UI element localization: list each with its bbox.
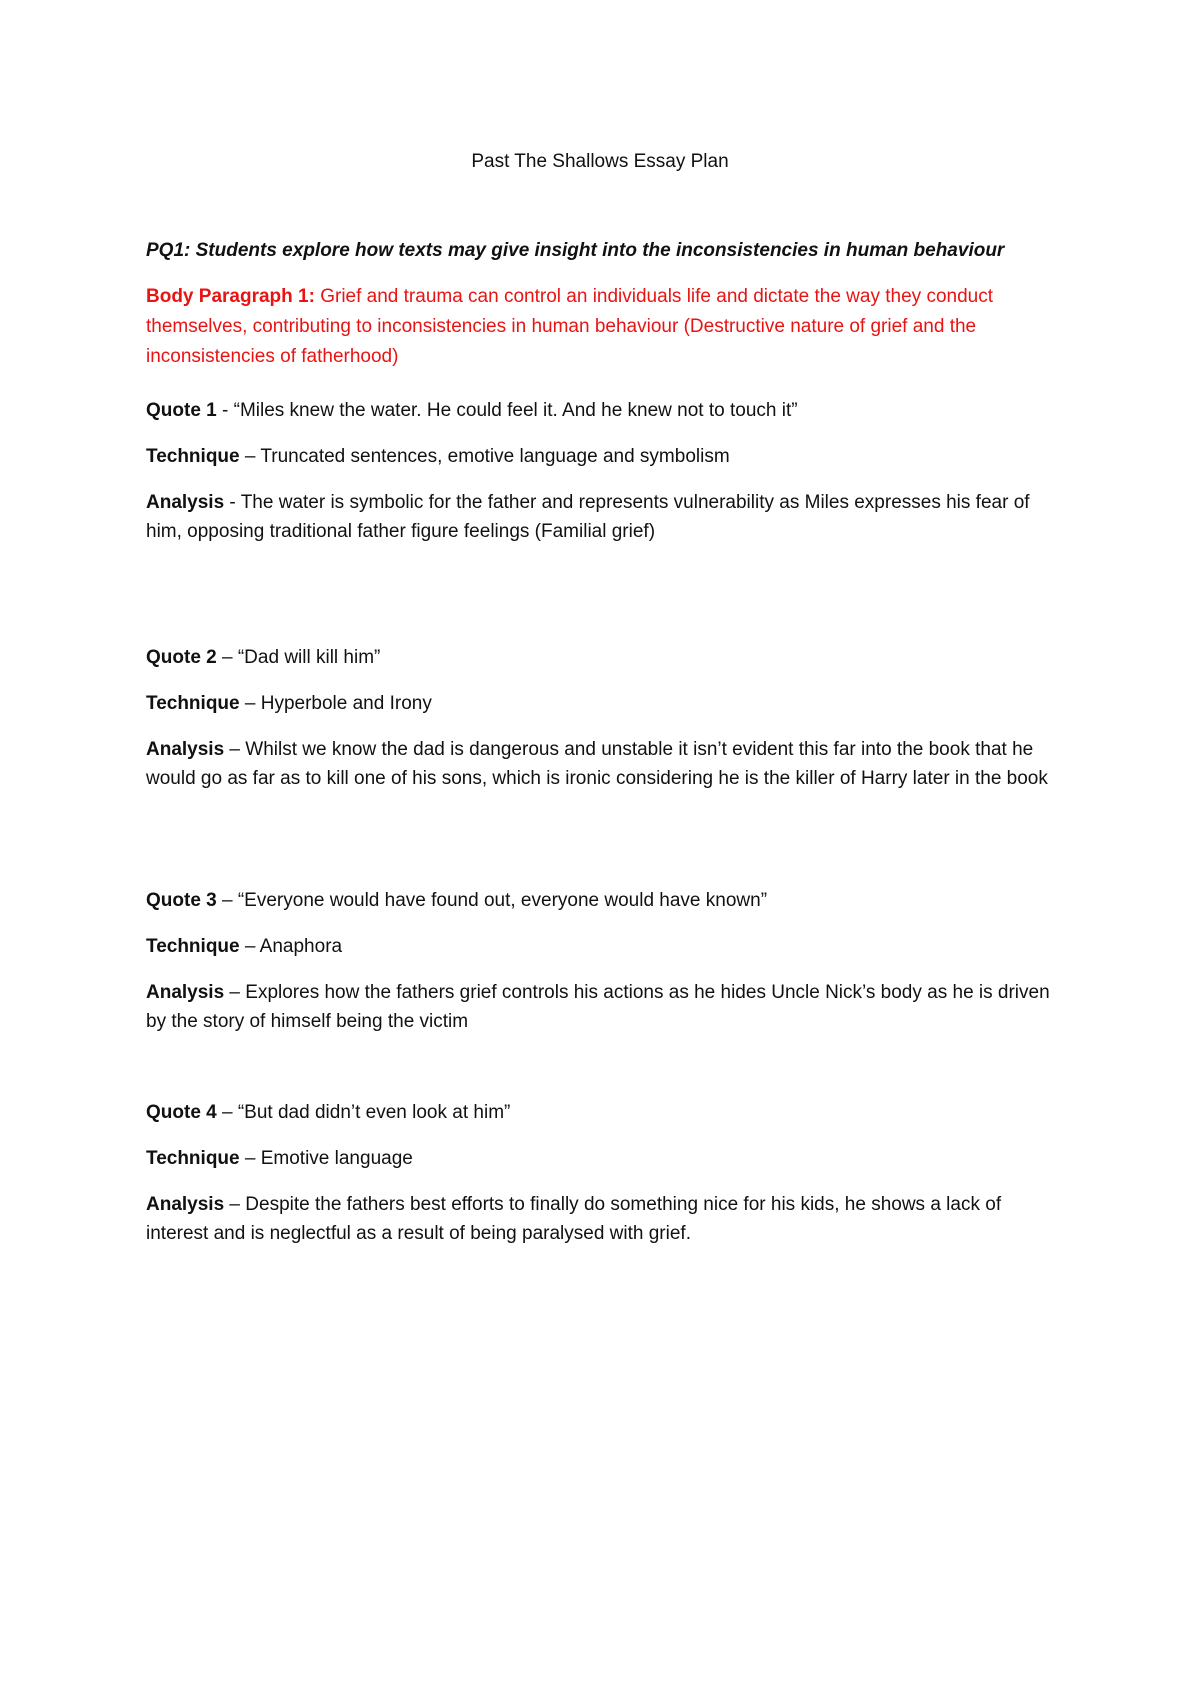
analysis-label: Analysis xyxy=(146,492,225,513)
analysis-text: - The water is symbolic for the father and represents vulnerability as Miles expresses his fear of him, opposing traditional father figure feelings (Familial grief) xyxy=(146,492,1030,542)
quote-label: Quote 2 xyxy=(146,647,217,668)
technique-text: – Hyperbole and Irony xyxy=(239,693,432,714)
body-paragraph-text: Grief and trauma can control an individuals life and dictate the way they conduct themselves, contributing to inconsistencies in human behaviour (Destructive nature of grief and the inconsistencies of fatherhood) xyxy=(146,286,993,367)
quote-line xyxy=(146,1098,1066,1127)
document-title: Past The Shallows Essay Plan xyxy=(471,151,729,172)
quote-line xyxy=(146,886,1066,915)
quote-block-1 xyxy=(146,396,1066,546)
analysis-text: – Despite the fathers best efforts to finally do something nice for his kids, he shows a lack of interest and is neglectful as a result of being paralysed with grief. xyxy=(146,1194,1002,1244)
quote-line xyxy=(146,396,1066,425)
quote-label: Quote 1 xyxy=(146,400,217,421)
analysis-text: – Whilst we know the dad is dangerous and unstable it isn’t evident this far into the book that he would go as far as to kill one of his sons, which is ironic considering he is the killer of Harry later in the book xyxy=(146,739,1048,789)
technique-text: – Anaphora xyxy=(239,936,343,957)
analysis-line xyxy=(146,1190,1066,1248)
analysis-line xyxy=(146,978,1066,1036)
analysis-label: Analysis xyxy=(146,1194,225,1215)
quote-text: - “Miles knew the water. He could feel it. And he knew not to touch it” xyxy=(216,400,798,421)
technique-line xyxy=(146,1144,1066,1173)
analysis-line xyxy=(146,735,1066,793)
analysis-line xyxy=(146,488,1066,546)
quote-block-3 xyxy=(146,886,1066,1036)
technique-text: – Emotive language xyxy=(239,1148,413,1169)
body-paragraph-label: Body Paragraph 1: xyxy=(146,286,315,307)
analysis-label: Analysis xyxy=(146,739,225,760)
quote-label: Quote 4 xyxy=(146,1102,217,1123)
quote-text: – “Dad will kill him” xyxy=(216,647,381,668)
quote-text: – “Everyone would have found out, everyone would have known” xyxy=(216,890,768,911)
technique-line xyxy=(146,689,1066,718)
technique-line xyxy=(146,442,1066,471)
analysis-text: – Explores how the fathers grief controls his actions as he hides Uncle Nick’s body as he is driven by the story of himself being the victim xyxy=(146,982,1050,1032)
technique-label: Technique xyxy=(146,693,240,714)
quote-block-4 xyxy=(146,1098,1066,1248)
quote-label: Quote 3 xyxy=(146,890,217,911)
quote-line xyxy=(146,643,1066,672)
quote-block-2 xyxy=(146,643,1066,793)
analysis-label: Analysis xyxy=(146,982,225,1003)
technique-label: Technique xyxy=(146,446,240,467)
technique-text: – Truncated sentences, emotive language and symbolism xyxy=(239,446,730,467)
technique-label: Technique xyxy=(146,1148,240,1169)
prescribed-question: PQ1: Students explore how texts may give insight into the inconsistencies in human behaviour xyxy=(146,240,1005,261)
quote-text: – “But dad didn’t even look at him” xyxy=(216,1102,511,1123)
technique-line xyxy=(146,932,1066,961)
technique-label: Technique xyxy=(146,936,240,957)
body-paragraph-topic xyxy=(146,282,1066,372)
